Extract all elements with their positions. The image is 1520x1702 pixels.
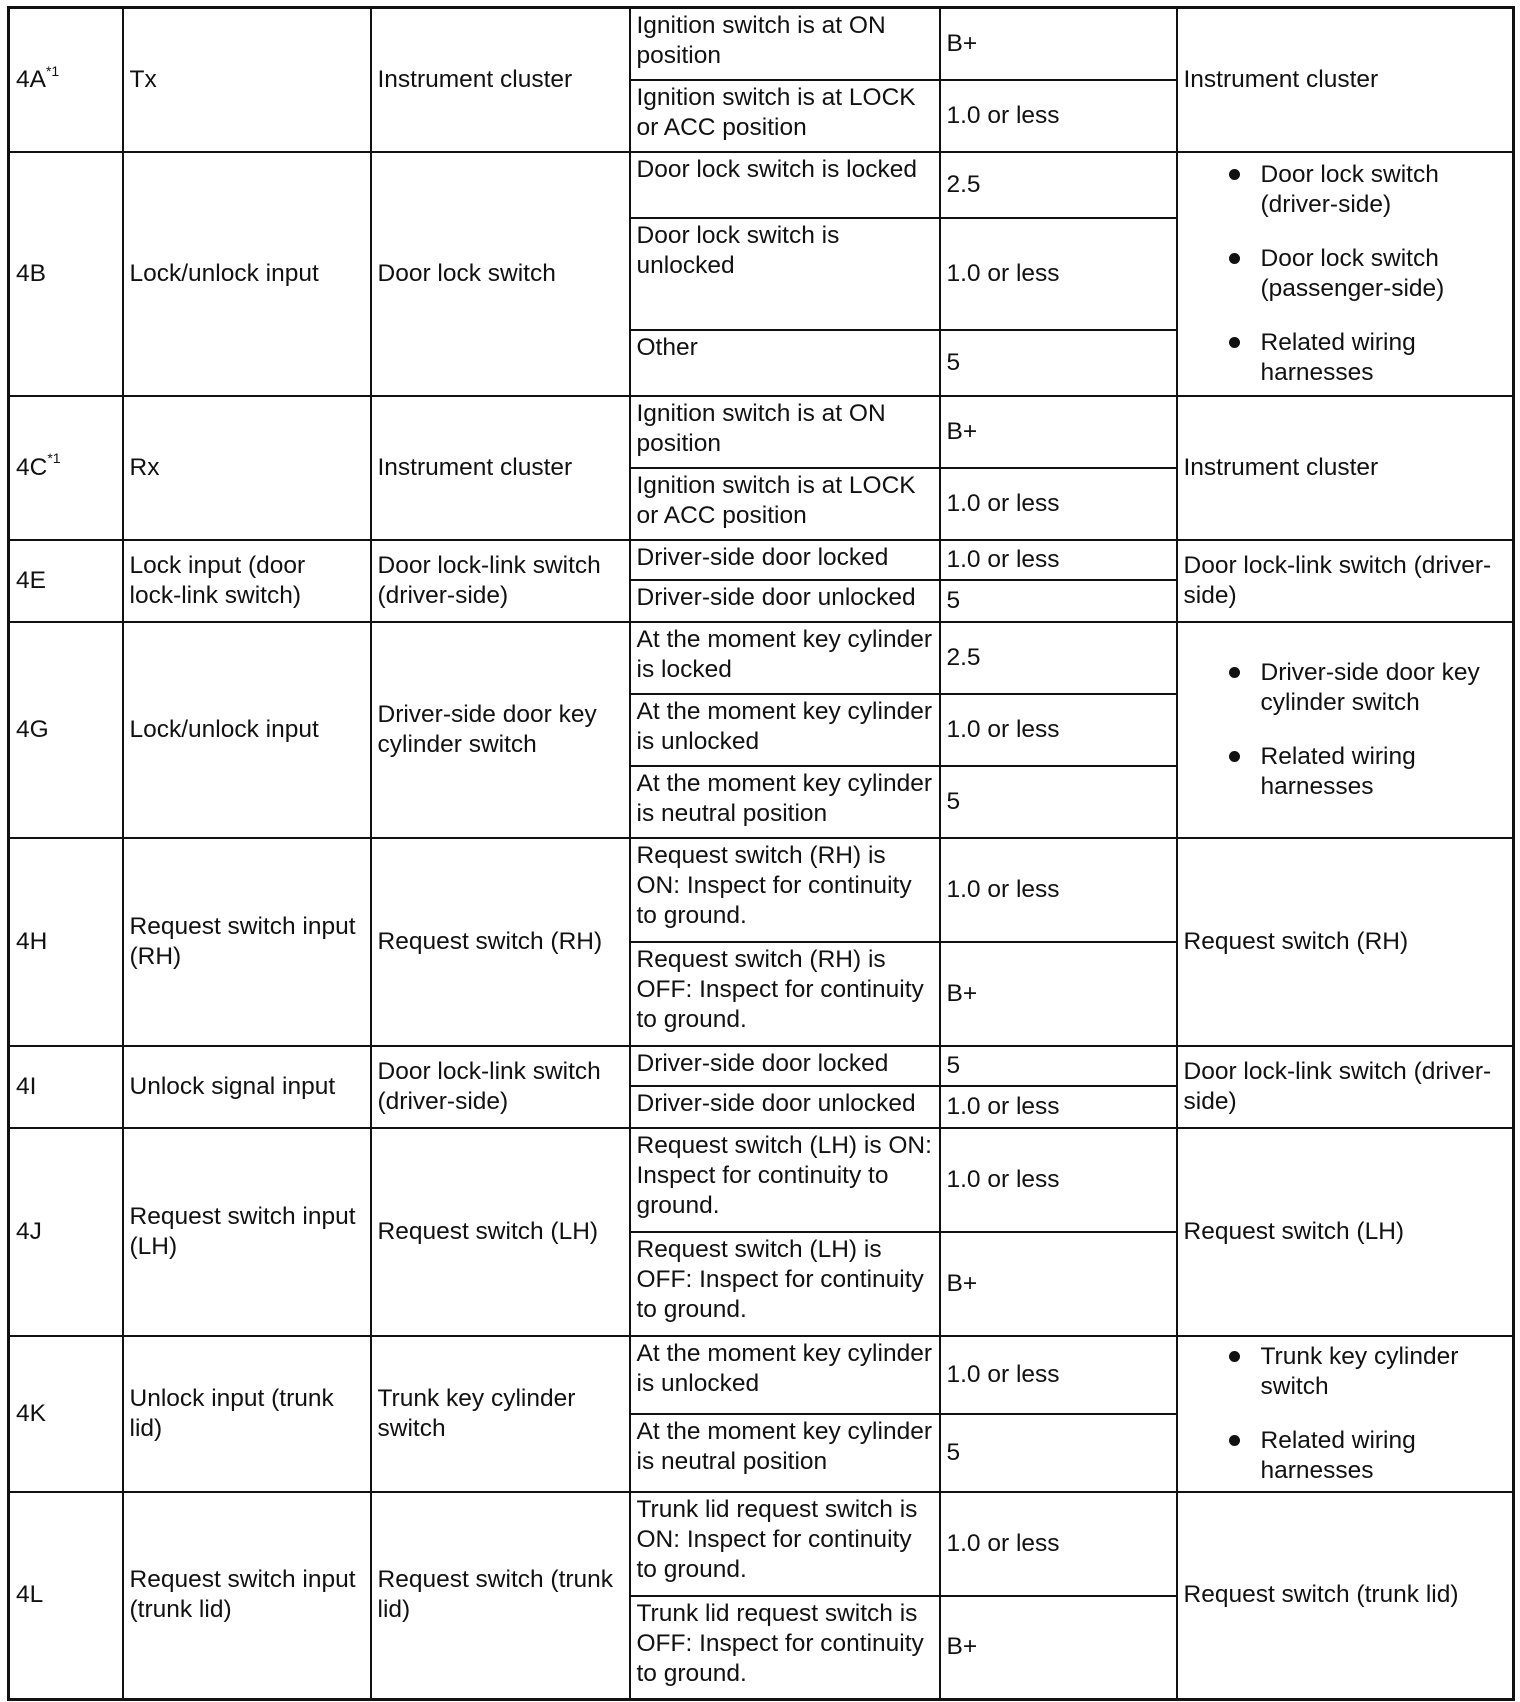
list-item bbox=[1219, 1426, 1507, 1486]
condition-cell: Trunk lid request switch is OFF: Inspect for continuity to ground. bbox=[630, 1596, 940, 1700]
inspection-item-text: Related wiring harnesses bbox=[1260, 1426, 1416, 1484]
bullet-icon bbox=[1229, 1351, 1240, 1362]
condition-cell: Driver-side door unlocked bbox=[630, 1086, 940, 1128]
terminal-voltage-table bbox=[7, 6, 1515, 1701]
condition-cell: Request switch (RH) is ON: Inspect for continuity to ground. bbox=[630, 838, 940, 942]
list-item bbox=[1219, 244, 1507, 304]
inspection-cell: Request switch (trunk lid) bbox=[1177, 1492, 1514, 1700]
connected-to-cell: Request switch (RH) bbox=[371, 838, 630, 1046]
bullet-icon bbox=[1229, 751, 1240, 762]
list-item bbox=[1219, 658, 1507, 718]
inspection-cell bbox=[1177, 152, 1514, 396]
voltage-cell: B+ bbox=[940, 1596, 1177, 1700]
connected-to-cell: Door lock switch bbox=[371, 152, 630, 396]
list-item bbox=[1219, 742, 1507, 802]
terminal-label: 4E bbox=[16, 566, 46, 594]
table-row bbox=[9, 1336, 1514, 1414]
table-row bbox=[9, 1046, 1514, 1086]
voltage-cell: 1.0 or less bbox=[940, 540, 1177, 580]
terminal-label: 4K bbox=[16, 1399, 46, 1427]
condition-cell: At the moment key cylinder is neutral position bbox=[630, 1414, 940, 1492]
voltage-cell: 1.0 or less bbox=[940, 468, 1177, 540]
signal-cell: Unlock signal input bbox=[123, 1046, 371, 1128]
voltage-cell: 2.5 bbox=[940, 152, 1177, 218]
terminal-cell bbox=[9, 540, 123, 622]
voltage-cell: B+ bbox=[940, 8, 1177, 80]
table-row bbox=[9, 622, 1514, 694]
inspection-item-text: Related wiring harnesses bbox=[1260, 328, 1416, 386]
inspection-cell bbox=[1177, 1336, 1514, 1492]
condition-cell: Request switch (LH) is ON: Inspect for continuity to ground. bbox=[630, 1128, 940, 1232]
table-row bbox=[9, 396, 1514, 468]
signal-cell: Lock/unlock input bbox=[123, 622, 371, 838]
voltage-cell: 1.0 or less bbox=[940, 80, 1177, 152]
connected-to-cell: Door lock-link switch (driver-side) bbox=[371, 1046, 630, 1128]
condition-cell: Other bbox=[630, 330, 940, 396]
terminal-label: 4L bbox=[16, 1581, 44, 1609]
connected-to-cell: Request switch (trunk lid) bbox=[371, 1492, 630, 1700]
terminal-label: 4I bbox=[16, 1072, 37, 1100]
terminal-cell bbox=[9, 1336, 123, 1492]
signal-cell: Tx bbox=[123, 8, 371, 152]
condition-cell: Trunk lid request switch is ON: Inspect for continuity to ground. bbox=[630, 1492, 940, 1596]
voltage-cell: 5 bbox=[940, 1414, 1177, 1492]
voltage-cell: 1.0 or less bbox=[940, 694, 1177, 766]
table-row bbox=[9, 152, 1514, 218]
voltage-cell: 1.0 or less bbox=[940, 1492, 1177, 1596]
voltage-cell: 5 bbox=[940, 766, 1177, 838]
terminal-cell bbox=[9, 8, 123, 152]
condition-cell: Driver-side door locked bbox=[630, 1046, 940, 1086]
inspection-list bbox=[1184, 160, 1507, 388]
signal-cell: Rx bbox=[123, 396, 371, 540]
voltage-cell: 1.0 or less bbox=[940, 1336, 1177, 1414]
inspection-item-text: Driver-side door key cylinder switch bbox=[1260, 658, 1480, 716]
condition-cell: Ignition switch is at ON position bbox=[630, 8, 940, 80]
table-row bbox=[9, 1128, 1514, 1232]
connected-to-cell: Instrument cluster bbox=[371, 8, 630, 152]
terminal-cell bbox=[9, 152, 123, 396]
terminal-cell bbox=[9, 396, 123, 540]
voltage-cell: 1.0 or less bbox=[940, 1128, 1177, 1232]
terminal-label: 4C bbox=[16, 453, 48, 481]
terminal-label: 4A bbox=[16, 65, 46, 93]
terminal-cell bbox=[9, 1128, 123, 1336]
inspection-item-text: Trunk key cylinder switch bbox=[1260, 1342, 1459, 1400]
inspection-list bbox=[1184, 658, 1507, 802]
terminal-cell bbox=[9, 1046, 123, 1128]
terminal-footnote: *1 bbox=[45, 62, 60, 79]
condition-cell: Door lock switch is locked bbox=[630, 152, 940, 218]
bullet-icon bbox=[1229, 253, 1240, 264]
voltage-cell: B+ bbox=[940, 942, 1177, 1046]
table-row bbox=[9, 8, 1514, 80]
terminal-cell bbox=[9, 622, 123, 838]
terminal-cell bbox=[9, 838, 123, 1046]
condition-cell: Door lock switch is unlocked bbox=[630, 218, 940, 330]
inspection-list bbox=[1184, 1342, 1507, 1486]
voltage-cell: 1.0 or less bbox=[940, 218, 1177, 330]
voltage-cell: 5 bbox=[940, 1046, 1177, 1086]
signal-cell: Lock/unlock input bbox=[123, 152, 371, 396]
inspection-item-text: Related wiring harnesses bbox=[1260, 742, 1416, 800]
table-row bbox=[9, 1492, 1514, 1596]
condition-cell: At the moment key cylinder is locked bbox=[630, 622, 940, 694]
connected-to-cell: Request switch (LH) bbox=[371, 1128, 630, 1336]
signal-cell: Lock input (door lock-link switch) bbox=[123, 540, 371, 622]
table-row bbox=[9, 540, 1514, 580]
voltage-cell: 1.0 or less bbox=[940, 838, 1177, 942]
list-item bbox=[1219, 160, 1507, 220]
list-item bbox=[1219, 1342, 1507, 1402]
inspection-cell: Request switch (LH) bbox=[1177, 1128, 1514, 1336]
voltage-cell: 5 bbox=[940, 580, 1177, 622]
signal-cell: Request switch input (trunk lid) bbox=[123, 1492, 371, 1700]
connected-to-cell: Driver-side door key cylinder switch bbox=[371, 622, 630, 838]
table-row bbox=[9, 838, 1514, 942]
condition-cell: Ignition switch is at ON position bbox=[630, 396, 940, 468]
inspection-cell: Door lock-link switch (driver-side) bbox=[1177, 540, 1514, 622]
inspection-cell: Request switch (RH) bbox=[1177, 838, 1514, 1046]
voltage-cell: 2.5 bbox=[940, 622, 1177, 694]
terminal-label: 4H bbox=[16, 927, 48, 955]
inspection-item-text: Door lock switch (passenger-side) bbox=[1260, 244, 1445, 302]
signal-cell: Request switch input (LH) bbox=[123, 1128, 371, 1336]
inspection-cell: Instrument cluster bbox=[1177, 8, 1514, 152]
bullet-icon bbox=[1229, 667, 1240, 678]
connected-to-cell: Door lock-link switch (driver-side) bbox=[371, 540, 630, 622]
condition-cell: At the moment key cylinder is unlocked bbox=[630, 1336, 940, 1414]
condition-cell: Ignition switch is at LOCK or ACC position bbox=[630, 468, 940, 540]
condition-cell: Driver-side door unlocked bbox=[630, 580, 940, 622]
signal-cell: Unlock input (trunk lid) bbox=[123, 1336, 371, 1492]
voltage-cell: B+ bbox=[940, 1232, 1177, 1336]
condition-cell: At the moment key cylinder is neutral position bbox=[630, 766, 940, 838]
inspection-cell: Instrument cluster bbox=[1177, 396, 1514, 540]
condition-cell: Driver-side door locked bbox=[630, 540, 940, 580]
document-page bbox=[7, 6, 1515, 1701]
voltage-cell: B+ bbox=[940, 396, 1177, 468]
terminal-label: 4B bbox=[16, 259, 46, 287]
list-item bbox=[1219, 328, 1507, 388]
condition-cell: Ignition switch is at LOCK or ACC position bbox=[630, 80, 940, 152]
inspection-cell: Door lock-link switch (driver-side) bbox=[1177, 1046, 1514, 1128]
inspection-item-text: Door lock switch (driver-side) bbox=[1260, 160, 1439, 218]
voltage-cell: 1.0 or less bbox=[940, 1086, 1177, 1128]
bullet-icon bbox=[1229, 337, 1240, 348]
bullet-icon bbox=[1229, 1435, 1240, 1446]
condition-cell: At the moment key cylinder is unlocked bbox=[630, 694, 940, 766]
connected-to-cell: Trunk key cylinder switch bbox=[371, 1336, 630, 1492]
condition-cell: Request switch (LH) is OFF: Inspect for continuity to ground. bbox=[630, 1232, 940, 1336]
connected-to-cell: Instrument cluster bbox=[371, 396, 630, 540]
inspection-cell bbox=[1177, 622, 1514, 838]
signal-cell: Request switch input (RH) bbox=[123, 838, 371, 1046]
terminal-cell bbox=[9, 1492, 123, 1700]
table-body bbox=[9, 8, 1514, 1700]
terminal-label: 4G bbox=[16, 715, 49, 743]
terminal-label: 4J bbox=[16, 1217, 42, 1245]
terminal-footnote: *1 bbox=[47, 450, 61, 467]
bullet-icon bbox=[1229, 169, 1240, 180]
voltage-cell: 5 bbox=[940, 330, 1177, 396]
condition-cell: Request switch (RH) is OFF: Inspect for continuity to ground. bbox=[630, 942, 940, 1046]
